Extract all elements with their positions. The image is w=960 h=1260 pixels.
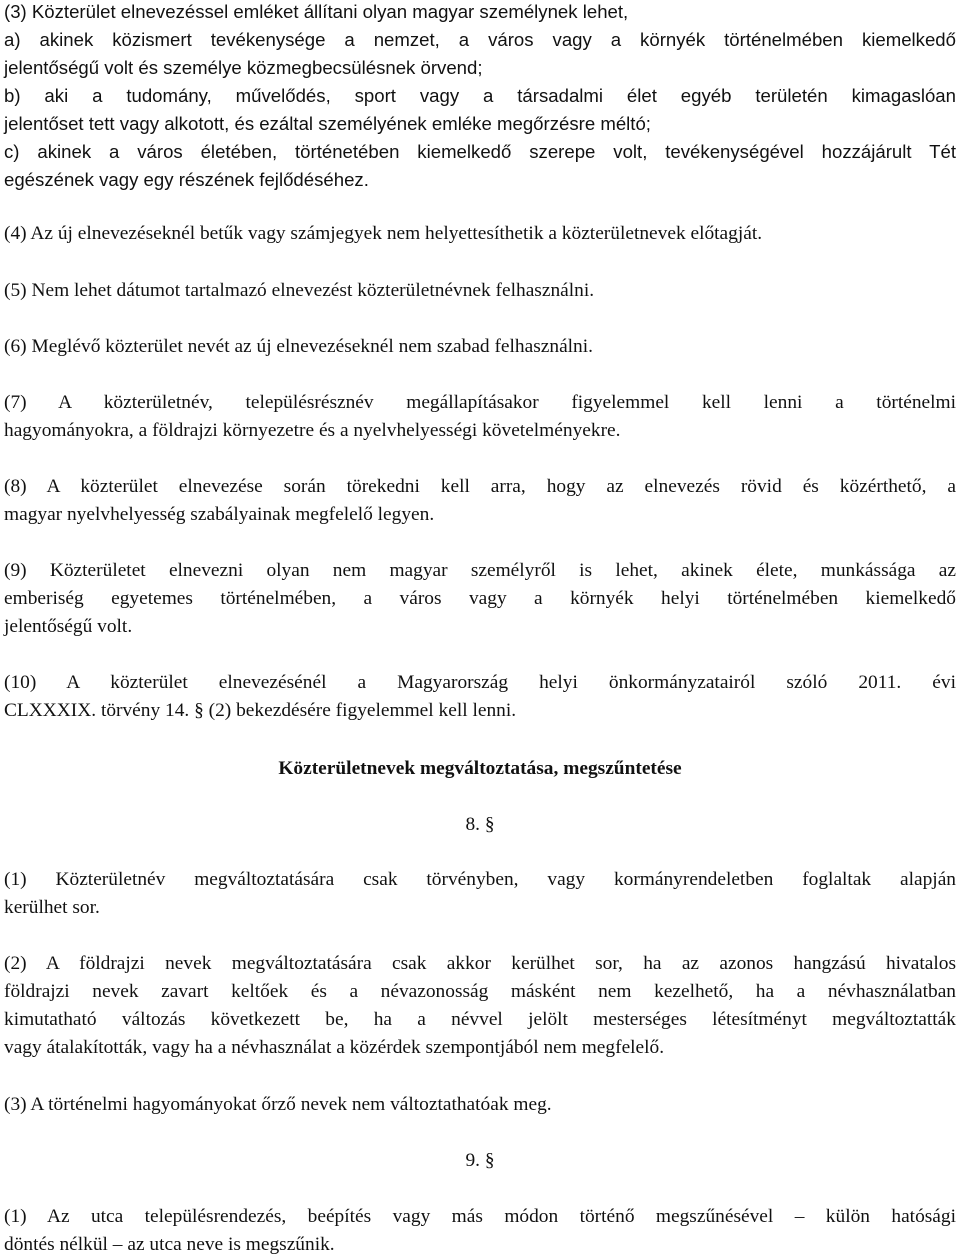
item-b-line: b) aki a tudomány, művelődés, sport vagy a társadalmi élet egyéb területén kimagaslóan [4,85,956,106]
s8-paragraph-2-line: földrajzi nevek zavart keltőek és a névazonosság másként nem kezelhető, ha a névhasználatban [4,981,956,1002]
item-a-line: jelentőségű volt és személye közmegbecsülésnek örvend; [4,57,483,78]
paragraph-7-line: hagyományokra, a földrajzi környezetre és a nyelvhelyességi követelményekre. [4,420,621,441]
paragraph-9-line: emberiség egyetemes történelmében, a város vagy a környék helyi történelmében kiemelkedő [4,588,956,609]
s8-paragraph-2-line: (2) A földrajzi nevek megváltoztatására csak akkor kerülhet sor, ha az azonos hangzású hivatalos [4,953,956,974]
paragraph-5: (5) Nem lehet dátumot tartalmazó elnevezést közterületnévnek felhasználni. [4,280,595,301]
s9-paragraph-1-line: (1) Az utca településrendezés, beépítés vagy más módon történő megszűnésével – külön hatósági [4,1206,956,1227]
paragraph-3-line: (3) Közterület elnevezéssel emléket állítani olyan magyar személynek lehet, [4,1,629,22]
item-c-line: c) akinek a város életében, történetében kiemelkedő szerepe volt, tevékenységével hozzájárult Tét [4,141,956,162]
paragraph-7-line: (7) A közterületnév, településrésznév megállapításakor figyelemmel kell lenni a történelmi [4,392,956,413]
paragraph-8-line: (8) A közterület elnevezése során törekedni kell arra, hogy az elnevezés rövid és közérthető, a [4,476,956,497]
item-b-line: jelentőset tett vagy alkotott, és ezáltal személyének emléke megőrzésre méltó; [4,113,651,134]
item-c-line: egészének vagy egy részének fejlődéséhez. [4,169,369,190]
paragraph-6: (6) Meglévő közterület nevét az új elnevezéseknél nem szabad felhasználni. [4,336,593,357]
paragraph-8-line: magyar nyelvhelyesség szabályainak megfelelő legyen. [4,504,435,525]
section-heading: Közterületnevek megváltoztatása, megszűntetése [278,758,682,779]
section-8-title: 8. § [465,814,495,835]
s8-paragraph-2-line: kimutatható változás következett be, ha a névvel jelölt mesterséges létesítményt megváltoztatták [4,1009,956,1030]
paragraph-10-line: CLXXXIX. törvény 14. § (2) bekezdésére figyelemmel kell lenni. [4,700,517,721]
s8-paragraph-3: (3) A történelmi hagyományokat őrző nevek nem változtathatóak meg. [4,1094,552,1115]
s9-paragraph-1-line: döntés nélkül – az utca neve is megszűnik. [4,1234,335,1255]
paragraph-4: (4) Az új elnevezéseknél betűk vagy számjegyek nem helyettesíthetik a közterületnevek előtagját. [4,223,763,244]
item-a-line: a) akinek közismert tevékenysége a nemzet, a város vagy a környék történelmében kiemelkedő [4,29,956,50]
s8-paragraph-1-line: (1) Közterületnév megváltoztatására csak törvényben, vagy kormányrendeletben foglaltak alapján [4,869,956,890]
paragraph-9-line: jelentőségű volt. [4,616,133,637]
paragraph-9-line: (9) Közterületet elnevezni olyan nem magyar személyről is lehet, akinek élete, munkássága az [4,560,956,581]
section-9-title: 9. § [465,1150,495,1171]
paragraph-10-line: (10) A közterület elnevezésénél a Magyarország helyi önkormányzatairól szóló 2011. évi [4,672,956,693]
s8-paragraph-1-line: kerülhet sor. [4,897,100,918]
s8-paragraph-2-line: vagy átalakították, vagy ha a névhasználat a közérdek szempontjából nem megfelelő. [4,1037,665,1058]
